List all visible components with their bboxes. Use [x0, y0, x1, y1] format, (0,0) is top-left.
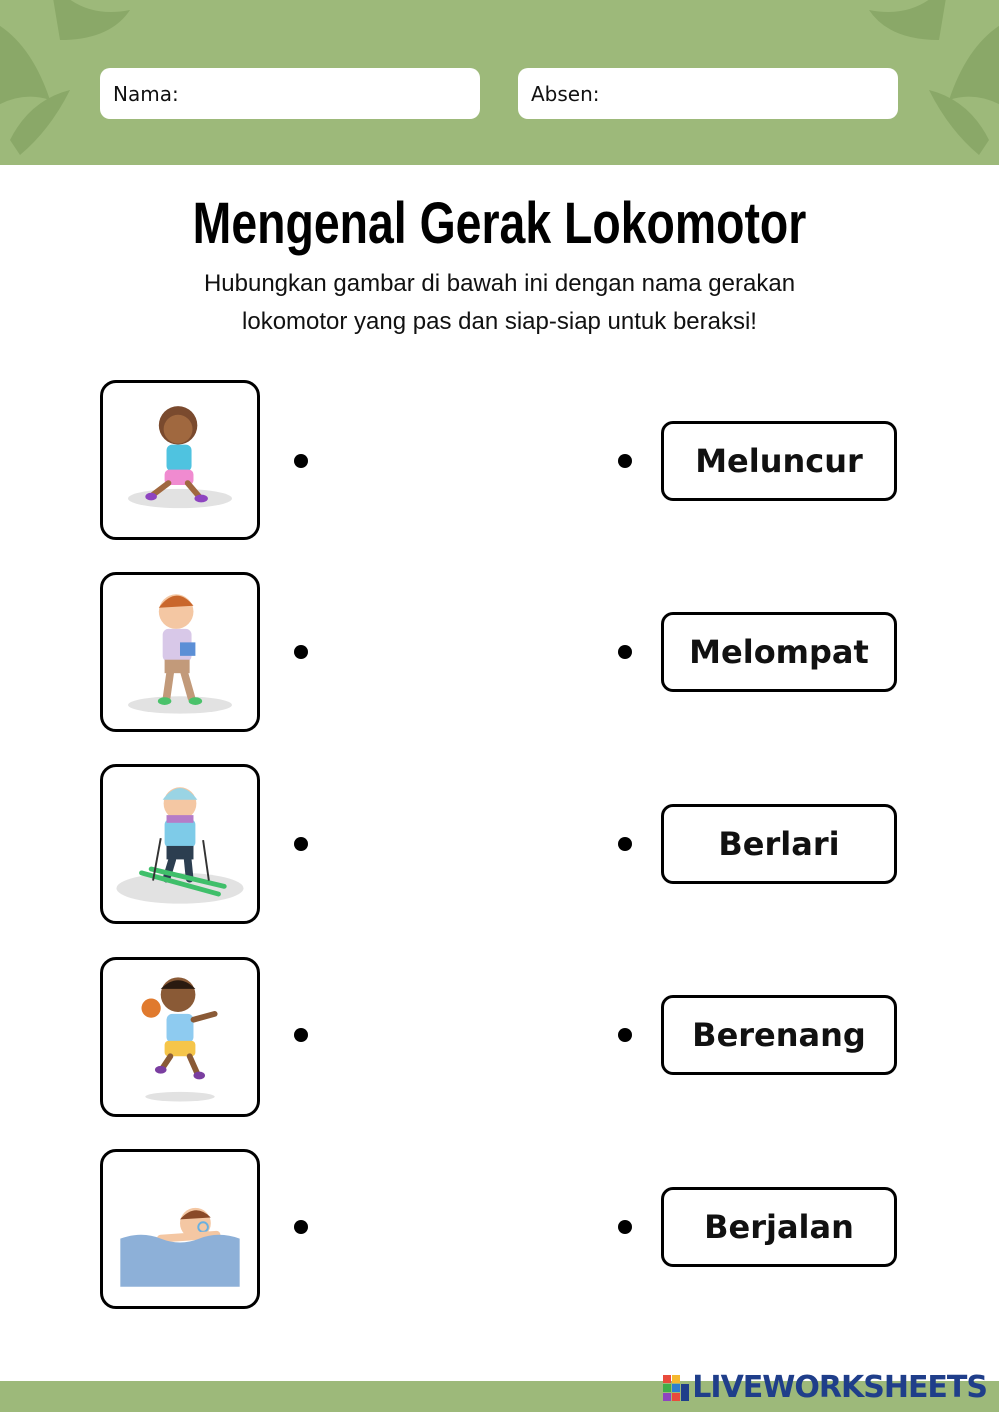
- page-title: Mengenal Gerak Lokomotor: [192, 191, 807, 256]
- right-connector-dot-5[interactable]: [618, 1220, 632, 1234]
- instructions-text: Hubungkan gambar di bawah ini dengan nama gerakan lokomotor yang pas dan siap-siap untuk beraksi!: [203, 270, 796, 335]
- absen-field[interactable]: [518, 68, 898, 119]
- name-field[interactable]: [100, 68, 480, 119]
- right-connector-dot-4[interactable]: [618, 1028, 632, 1042]
- jumping-boy-icon: [103, 960, 257, 1114]
- right-connector-dot-3[interactable]: [618, 837, 632, 851]
- picture-card-2: [100, 572, 260, 732]
- picture-card-3: [100, 764, 260, 924]
- swimming-boy-icon: [103, 1152, 257, 1306]
- word-box-5[interactable]: Berjalan: [661, 1187, 897, 1267]
- picture-card-4: [100, 957, 260, 1117]
- name-label: Nama:: [113, 81, 179, 106]
- header-banner: [0, 0, 999, 165]
- picture-card-1: [100, 380, 260, 540]
- right-connector-dot-2[interactable]: [618, 645, 632, 659]
- word-box-1[interactable]: Meluncur: [661, 421, 897, 501]
- liveworksheets-logo-icon: [663, 1375, 689, 1401]
- left-connector-dot-3[interactable]: [294, 837, 308, 851]
- picture-card-5: [100, 1149, 260, 1309]
- brand-text: LIVEWORKSHEETS: [692, 1370, 987, 1405]
- word-box-2[interactable]: Melompat: [661, 612, 897, 692]
- right-connector-dot-1[interactable]: [618, 454, 632, 468]
- left-connector-dot-5[interactable]: [294, 1220, 308, 1234]
- word-box-4[interactable]: Berenang: [661, 995, 897, 1075]
- absen-label: Absen:: [531, 81, 600, 106]
- left-connector-dot-1[interactable]: [294, 454, 308, 468]
- running-girl-icon: [103, 383, 257, 537]
- liveworksheets-brand: [663, 1370, 987, 1405]
- left-connector-dot-2[interactable]: [294, 645, 308, 659]
- word-box-3[interactable]: Berlari: [661, 804, 897, 884]
- skiing-boy-icon: [103, 767, 257, 921]
- left-connector-dot-4[interactable]: [294, 1028, 308, 1042]
- walking-boy-icon: [103, 575, 257, 729]
